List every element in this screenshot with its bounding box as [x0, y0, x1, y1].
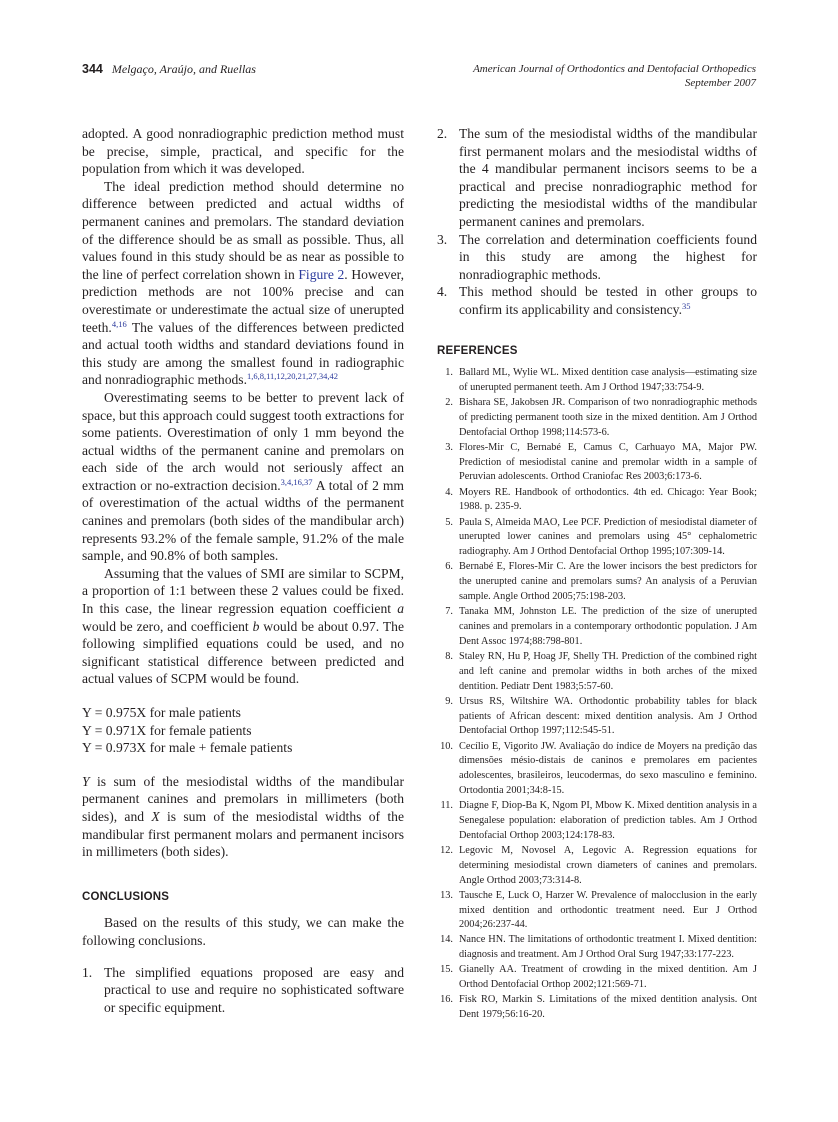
reference-item: [437, 933, 757, 963]
list-item: [437, 125, 757, 231]
variable: Y: [82, 773, 90, 789]
reference-text: Fisk RO, Markin S. Limitations of the mixed dentition analysis. Ont Dent 1979;56:16-20.: [459, 994, 757, 1021]
reference-text: Ballard ML, Wylie WL. Mixed dentition case analysis—estimating size of unerupted permanent teeth. Am J Orthod 1947;33:754-9.: [459, 367, 757, 393]
reference-item: [437, 486, 757, 516]
reference-text: Ursus RS, Wiltshire WA. Orthodontic probability tables for black patients of African descent: mixed dentition analysis. Am J Orthod Dentofacial Orthop 1997;112:545-51.: [459, 695, 757, 737]
reference-number: 6.: [445, 561, 453, 573]
list-item: [437, 231, 757, 284]
header-left: [82, 62, 256, 77]
variable: b: [252, 618, 260, 634]
reference-item: [437, 963, 757, 993]
reference-number: 8.: [445, 651, 453, 662]
paragraph: [82, 389, 404, 565]
text-run: is sum of the mesiodistal widths of the mandibular first permanent molars and permanent incisors in millimeters (both sides).: [82, 808, 404, 860]
reference-text: Moyers RE. Handbook of orthodontics. 4th ed. Chicago: Year Book; 1988. p. 235-9.: [459, 486, 757, 513]
reference-item: [437, 650, 757, 694]
equations: [82, 704, 404, 757]
reference-text: Staley RN, Hu P, Hoag JF, Shelly TH. Prediction of the combined right and left canine and premolar widths in both arches of the mixed dentition. Pediatr Dent 1983;5:57-60.: [459, 651, 757, 692]
paragraph: [82, 178, 404, 389]
reference-number: 4.: [445, 486, 453, 498]
reference-item: [437, 605, 757, 649]
reference-number: 11.: [440, 800, 453, 812]
text-run: A total of 2 mm of overestimation of the actual widths of the permanent canines and premolars (both sides of the mandibular arch) represents 93.2% of the female sample, 91.2% of the male sample, and 90.8% of both samples.: [82, 477, 404, 564]
reference-item: [437, 799, 757, 843]
page-number: 344: [82, 62, 103, 76]
reference-number: 3.: [445, 441, 453, 453]
citation-link[interactable]: 3,4,16,37: [280, 476, 313, 487]
paragraph: adopted. A good nonradiographic prediction method must be precise, simple, practical, and specific for the population from which it was developed.: [82, 126, 404, 177]
list-text: The simplified equations proposed are easy and practical to use and require no sophisticated software or specific equipment.: [104, 964, 404, 1015]
citation-link[interactable]: 4,16: [111, 318, 127, 329]
conclusions-list-continued: [437, 125, 757, 319]
reference-text: Tanaka MM, Johnston LE. The prediction of the size of unerupted canines and premolars in a contemporary orthodontic population. J Am Dent Assoc 1974;88:798-801.: [459, 606, 757, 647]
reference-text: Cecílio E, Vigorito JW. Avaliação do índice de Moyers na predição das dimensões mésio-distais de caninos e premolares em pacientes adolescentes, brasileiros, leucodermas, do sexo masculino e feminino. Ortodontia 2001;34:8-15.: [459, 740, 757, 796]
journal-title: American Journal of Orthodontics and Dentofacial Orthopedics: [473, 63, 756, 75]
text-run: Overestimating seems to be better to prevent lack of space, but this approach could suggest tooth extractions for some patients. Overestimation of only 1 mm beyond the actual widths of the permanent canine and premolars on each side of the arch would not seriously affect an extraction or no-extraction decision.: [82, 389, 405, 493]
equation-female: Y = 0.971X for female patients: [82, 722, 252, 738]
reference-item: [437, 560, 757, 604]
text-run: The ideal prediction method should determine no difference between predicted and actual widths of permanent canines and premolars. The standard deviation of the difference should be as small as possible. Thus, all values found in this study should be as near as possible to the line of perfect correlation shown in: [82, 178, 404, 282]
references-heading: REFERENCES: [437, 344, 518, 357]
reference-number: 15.: [440, 964, 453, 976]
list-item: [82, 964, 404, 1017]
text-run: would be about 0.97. The following simplified equations could be used, and no significant statistical difference between predicted and actual values of SCPM would be found.: [82, 618, 404, 687]
citation-link[interactable]: 35: [681, 300, 691, 311]
paragraph: [82, 773, 404, 861]
paragraph: Based on the results of this study, we can make the following conclusions.: [82, 915, 404, 948]
text-run: is sum of the mesiodistal widths of the mandibular permanent canines and premolars in millimeters (both sides), and: [82, 773, 404, 824]
references-list: [437, 366, 757, 1023]
conclusions-heading: CONCLUSIONS: [82, 890, 170, 903]
reference-text: Legovic M, Novosel A, Legovic A. Regression equations for determining mesiodistal crown diameters of canines and premolars. Angle Orthod 2003;73:314-8.: [459, 844, 757, 886]
issue-date: September 2007: [684, 77, 756, 89]
reference-text: Diagne F, Diop-Ba K, Ngom PI, Mbow K. Mixed dentition analysis in a Senegalese population: elaboration of prediction tables. Am J Orthod Dentofacial Orthop 2003;124:178-83.: [459, 800, 757, 841]
list-text: The correlation and determination coefficients found in this study are among the highest for nonradiographic methods.: [459, 231, 757, 282]
reference-item: [437, 889, 757, 933]
reference-item: [437, 844, 757, 888]
left-column: [82, 125, 404, 1016]
reference-text: Bishara SE, Jakobsen JR. Comparison of two nonradiographic methods of predicting permanent tooth size in the mixed dentition. Am J Orthod Dentofacial Orthop 1998;114:573-6.: [459, 397, 757, 438]
paragraph: [82, 565, 404, 688]
right-column: [437, 125, 757, 1023]
equation-male: Y = 0.975X for male patients: [82, 705, 241, 720]
reference-number: 14.: [440, 934, 453, 946]
reference-number: 12.: [440, 844, 453, 856]
reference-number: 16.: [440, 994, 453, 1006]
reference-number: 1.: [445, 367, 453, 379]
reference-number: 13.: [440, 889, 453, 901]
list-number: 4.: [437, 284, 448, 300]
reference-text: Paula S, Almeida MAO, Lee PCF. Prediction of mesiodistal diameter of unerupted lower canines and premolars using 45° cephalometric radiography. Am J Orthod Dentofacial Orthop 1995;107:309-14.: [459, 516, 757, 558]
equation-combined: Y = 0.973X for male + female patients: [82, 740, 293, 756]
variable: X: [151, 808, 160, 824]
text-run: Assuming that the values of SMI are similar to SCPM, a proportion of 1:1 between these 2 values could be fixed. In this case, the linear regression equation coefficient: [82, 565, 404, 617]
reference-number: 10.: [440, 740, 453, 752]
variable: a: [397, 601, 404, 617]
text-run: The values of the differences between predicted and actual tooth widths and standard deviations found in this study are among the smallest found in radiographic and nonradiographic methods.: [82, 319, 404, 388]
reference-number: 7.: [445, 606, 453, 618]
citation-link[interactable]: 1,6,8,11,12,20,21,27,34,42: [246, 371, 339, 382]
reference-number: 5.: [445, 516, 453, 528]
reference-item: [437, 366, 757, 396]
list-number: 1.: [82, 964, 93, 980]
reference-item: [437, 396, 757, 440]
header-right: [473, 62, 756, 90]
running-authors: Melgaço, Araújo, and Ruellas: [111, 62, 256, 76]
reference-item: [437, 740, 757, 799]
list-number: 2.: [437, 126, 448, 141]
reference-text: Bernabé E, Flores-Mir C. Are the lower incisors the best predictors for the unerupted canine and premolars sums? An analysis of a Peruvian sample. Angle Orthod 2005;75:198-203.: [459, 561, 757, 603]
reference-text: Tausche E, Luck O, Harzer W. Prevalence of malocclusion in the early mixed dentition and orthodontic treatment need. Eur J Orthod 2004;26:237-44.: [459, 889, 757, 931]
reference-text: Nance HN. The limitations of orthodontic treatment I. Mixed dentition: diagnosis and treatment. Am J Orthod Oral Surg 1947;33:177-223.: [459, 934, 757, 961]
running-header: [82, 62, 756, 96]
reference-number: 9.: [445, 695, 453, 707]
reference-number: 2.: [445, 397, 453, 409]
reference-item: [437, 993, 757, 1023]
figure-2-link[interactable]: Figure 2: [298, 266, 345, 282]
text-run: . However, prediction methods are not 100% precise and can overestimate or underestimate the actual size of unerupted teeth.: [82, 266, 404, 335]
reference-text: Flores-Mir C, Bernabé E, Camus C, Carhuayo MA, Major PW. Prediction of mesiodistal canine and premolar width in a sample of Peruvian adolescents. Orthod Craniofac Res 2003;6:173-6.: [459, 441, 757, 483]
list-text: This method should be tested in other groups to confirm its applicability and consistency.: [459, 284, 757, 317]
reference-item: [437, 695, 757, 739]
text-run: would be zero, and coefficient: [82, 618, 253, 634]
list-text: The sum of the mesiodistal widths of the mandibular first permanent molars and the mesiodistal widths of the 4 mandibular permanent incisors seems to be a practical and precise nonradiographic method for predicting the mesiodistal widths of the mandibular permanent canines and premolars.: [459, 126, 757, 229]
reference-item: [437, 441, 757, 485]
list-item: [437, 283, 757, 318]
reference-text: Gianelly AA. Treatment of crowding in the mixed dentition. Am J Orthod Dentofacial Orthop 2002;121:569-71.: [459, 964, 757, 991]
conclusions-list: [82, 964, 404, 1017]
reference-item: [437, 516, 757, 560]
list-number: 3.: [437, 231, 448, 247]
